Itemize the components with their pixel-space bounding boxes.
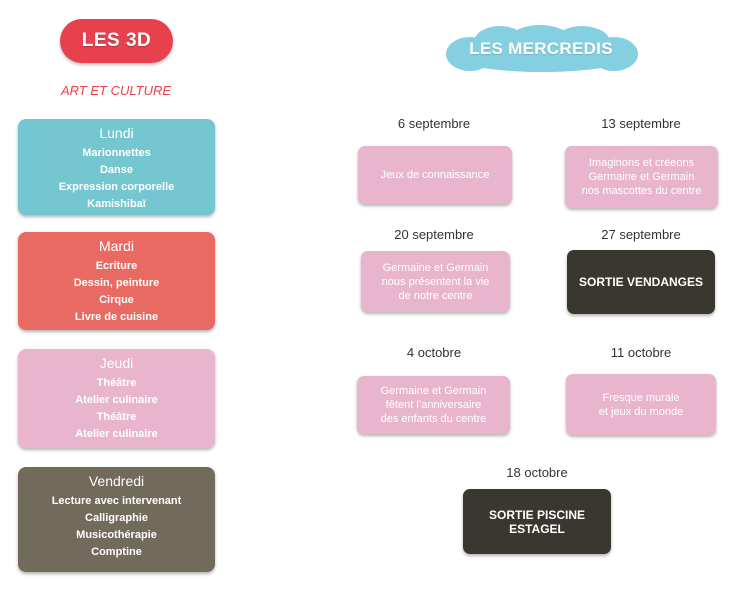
activity-item: Marionnettes [82,147,151,159]
session-text: et jeux du monde [598,405,684,418]
day-card-lundi [18,119,215,215]
session-text: des enfants du centre [380,413,487,425]
activity-item: Théâtre [96,377,137,389]
session-text: fêtent l’anniversaire [385,399,482,411]
activity-item: Cirque [99,294,134,306]
day-title: Jeudi [99,355,134,371]
les-3d-title: LES 3D [81,30,152,51]
session-date: 6 septembre [397,116,471,131]
day-card-vendredi [18,467,215,572]
session-date: 20 septembre [394,227,474,242]
activity-item: Kamishibaï [87,198,146,210]
session-date: 11 octobre [610,345,672,360]
session-text: nos mascottes du centre [581,185,702,197]
les-mercredis-cloud [442,24,640,74]
session-text: Germaine et Germain [380,385,487,397]
activity-item: Comptine [91,546,142,558]
les-3d-badge [60,19,173,63]
activity-item: Dessin, peinture [73,277,160,289]
art-culture-subtitle: ART ET CULTURE [60,83,172,98]
activity-item: Ecriture [95,260,138,272]
activity-item: Calligraphie [85,512,148,524]
session-date: 27 septembre [601,227,681,242]
session-text: Jeux de connaissance [380,169,490,181]
session-text: SORTIE PISCINE ESTAGEL [488,507,586,536]
activity-item: Théâtre [96,411,137,423]
session-date: 4 octobre [406,345,462,360]
session-box [463,489,611,554]
activity-item: Expression corporelle [58,181,175,193]
activity-item: Musicothérapie [76,529,157,541]
activity-item: Atelier culinaire [75,394,158,406]
session-box [567,250,715,314]
session-box [565,146,718,208]
activity-item: Atelier culinaire [75,428,158,440]
les-mercredis-title: LES MERCREDIS [469,39,613,58]
day-card-jeudi [18,349,215,448]
session-date: 13 septembre [601,116,681,131]
session-text: Fresque murale [602,391,680,404]
session-text: de notre centre [398,289,473,302]
activity-item: Lecture avec intervenant [51,495,182,507]
session-date: 18 octobre [506,465,568,480]
session-box [357,376,510,434]
session-box [358,146,512,204]
activity-item: Danse [99,164,134,176]
session-text: SORTIE VENDANGES [578,275,704,289]
session-text: Imaginons et créeons [588,157,695,169]
session-box [361,251,510,312]
session-text: nous présentent la vie [381,275,490,288]
day-title: Mardi [98,238,134,254]
day-title: Lundi [99,125,134,141]
session-text: Germaine et Germain [588,171,695,183]
activity-item: Livre de cuisine [74,311,159,323]
day-card-mardi [18,232,215,330]
session-box [566,374,716,435]
session-text: Germaine et Germain [382,261,489,274]
day-title: Vendredi [88,473,145,489]
